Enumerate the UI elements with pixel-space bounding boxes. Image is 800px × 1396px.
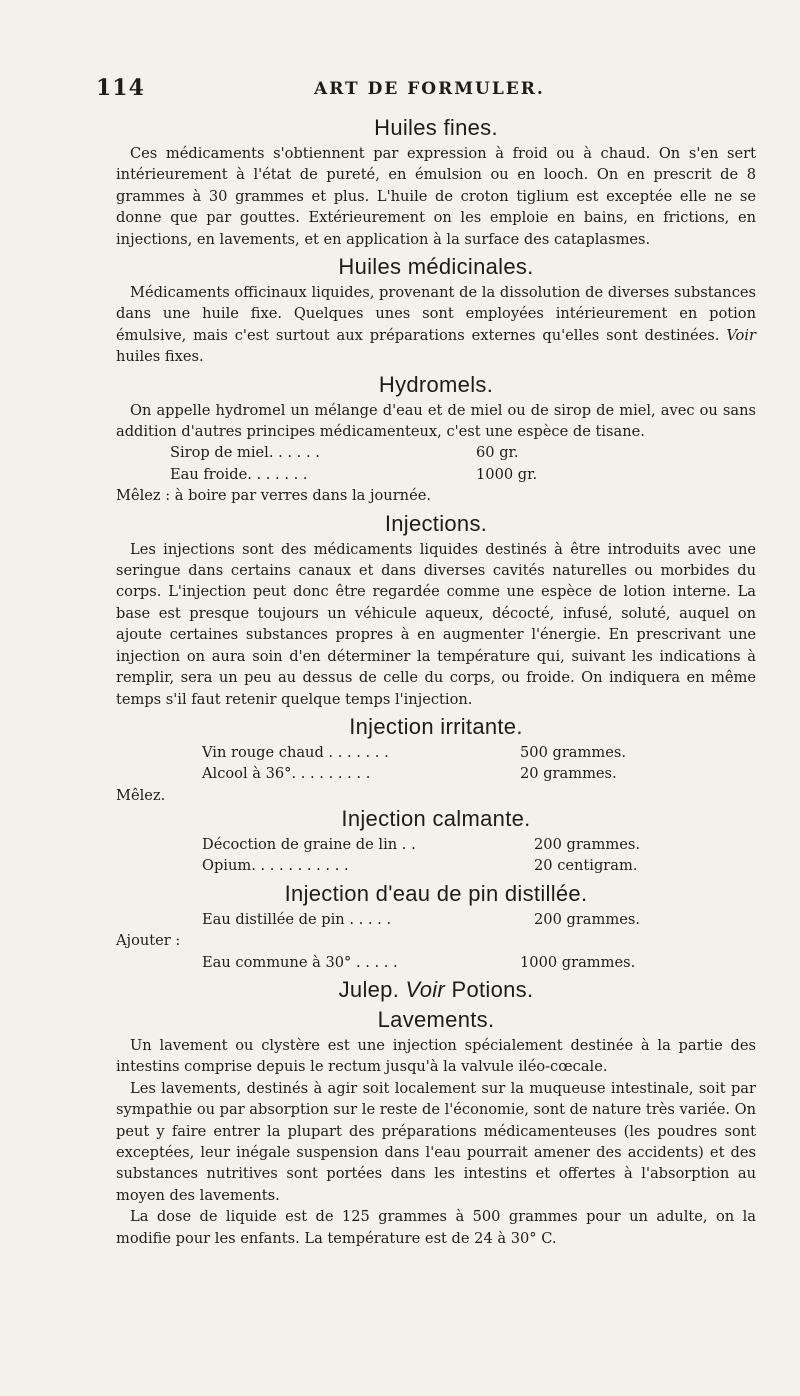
formula-row (116, 763, 756, 784)
formula-row (116, 952, 756, 973)
formula-hydromel (116, 442, 756, 485)
ingredient-name: Sirop de miel. . . . . . (170, 444, 320, 462)
ingredient-name: Opium. . . . . . . . . . . (202, 857, 349, 875)
ingredient-name: Vin rouge chaud . . . . . . . (202, 743, 389, 761)
page-number: 114 (96, 75, 145, 101)
heading-hydromels: Hydromels. (378, 371, 494, 397)
formula-row (116, 930, 756, 951)
page-header (96, 75, 746, 103)
formula-row (116, 834, 756, 855)
formula-row (116, 464, 756, 485)
formula-row (116, 742, 756, 763)
formula-row (116, 909, 756, 930)
ingredient-quantity: 500 grammes. (520, 743, 626, 761)
ingredient-quantity: 1000 grammes. (520, 953, 636, 971)
formula-injection-eau-pin (116, 909, 756, 973)
text-after: huiles fixes. (116, 348, 204, 366)
ingredient-name: Eau distillée de pin . . . . . (202, 910, 392, 928)
heading-huiles-medicinales: Huiles médicinales. (338, 254, 534, 280)
heading-injection-irritante: Injection irritante. (349, 713, 523, 739)
formula-injection-irritante (116, 742, 756, 806)
ingredient-name: Eau commune à 30° . . . . . (202, 953, 398, 971)
heading-injection-calmante: Injection calmante. (341, 806, 531, 832)
instruction-label: Mêlez. (116, 786, 166, 804)
formula-row (116, 442, 756, 463)
paragraph-hydromels: On appelle hydromel un mélange d'eau et de miel ou de sirop de miel, avec ou sans addition d'autres principes médicamenteux, c'est une espèce de tisane. (116, 401, 756, 441)
paragraph-lavements-1: Un lavement ou clystère est une injection spécialement destinée à la partie des intestins comprise depuis le rectum jusqu'à la valvule iléo-cœcale. (116, 1037, 756, 1076)
ingredient-name: Eau froide. . . . . . . (170, 465, 308, 483)
ingredient-quantity: 20 grammes. (520, 765, 617, 783)
ingredient-quantity: 1000 gr. (476, 465, 538, 483)
formula-injection-calmante (116, 834, 756, 877)
heading-julep (116, 975, 756, 1005)
paragraph-huiles-fines: Ces médicaments s'obtiennent par expression à froid ou à chaud. On s'en sert intérieurement à l'état de pureté, en émulsion ou en looch. On en prescrit de 8 grammes à 30 grammes et plus. L'huile de croton tiglium est exceptée elle ne se donne que par gouttes. Extérieurement on les emploie en bains, en frictions, en injections, en lavements, et en application à la surface des cataplasmes. (116, 145, 756, 248)
text-before: Médicaments officinaux liquides, provenant de la dissolution de diverses substances dans une huile fixe. Quelques unes sont employées intérieurement en potion émulsive, mais c'est surtout aux préparations externes qu'elles sont destinées. (116, 284, 756, 344)
paragraph-injections: Les injections sont des médicaments liquides destinés à être introduits avec une seringue dans certains canaux et dans diverses cavités naturelles ou morbides du corps. L'injection peut donc être regardée comme une espèce de lotion interne. La base est presque toujours un véhicule aqueux, décocté, infusé, soluté, auquel on ajoute certaines substances propres à en augmenter l'énergie. En prescrivant une injection on aura soin d'en déterminer la température qui, suivant les indications à remplir, sera un peu au dessus de celle du corps, ou froide. On indiquera en même temps s'il faut retenir quelque temps l'injection. (116, 540, 756, 708)
julep-title: Julep. (338, 977, 400, 1003)
ingredient-quantity: 200 grammes. (534, 836, 640, 854)
instruction-hydromel: Mêlez : à boire par verres dans la journée. (116, 487, 431, 505)
julep-reference: Potions. (451, 977, 534, 1003)
instruction-label: Ajouter : (116, 932, 181, 950)
page-body (116, 113, 756, 1249)
voir-link-text: Voir (405, 977, 446, 1003)
heading-injections: Injections. (384, 510, 488, 536)
ingredient-name: Alcool à 36°. . . . . . . . . (202, 765, 371, 783)
ingredient-name: Décoction de graine de lin . . (202, 836, 416, 854)
heading-injection-eau-pin: Injection d'eau de pin distillée. (284, 880, 588, 906)
ingredient-quantity: 200 grammes. (534, 910, 640, 928)
voir-link-text: Voir (726, 326, 756, 344)
paragraph-huiles-medicinales (116, 282, 756, 368)
ingredient-quantity: 20 centigram. (534, 857, 638, 875)
heading-lavements: Lavements. (377, 1007, 495, 1033)
ingredient-quantity: 60 gr. (476, 444, 519, 462)
paragraph-lavements-3: La dose de liquide est de 125 grammes à 500 grammes pour un adulte, on la modifie pour les enfants. La température est de 24 à 30° C. (116, 1208, 756, 1247)
paragraph-lavements-2: Les lavements, destinés à agir soit localement sur la muqueuse intestinale, soit par sympathie ou par absorption sur le reste de l'économie, sont de nature très variée. On peut y faire entrer la plupart des préparations médicamenteuses (les poudres sont exceptées, leur inégale suspension dans l'eau pourrait amener des accidents) et des substances nutritives sont portées dans les intestins et offertes à l'absorption au moyen des lavements. (116, 1079, 757, 1204)
heading-huiles-fines: Huiles fines. (374, 115, 498, 140)
formula-row (116, 785, 756, 806)
running-head: ART DE FORMULER. (314, 79, 545, 99)
formula-row (116, 855, 756, 876)
